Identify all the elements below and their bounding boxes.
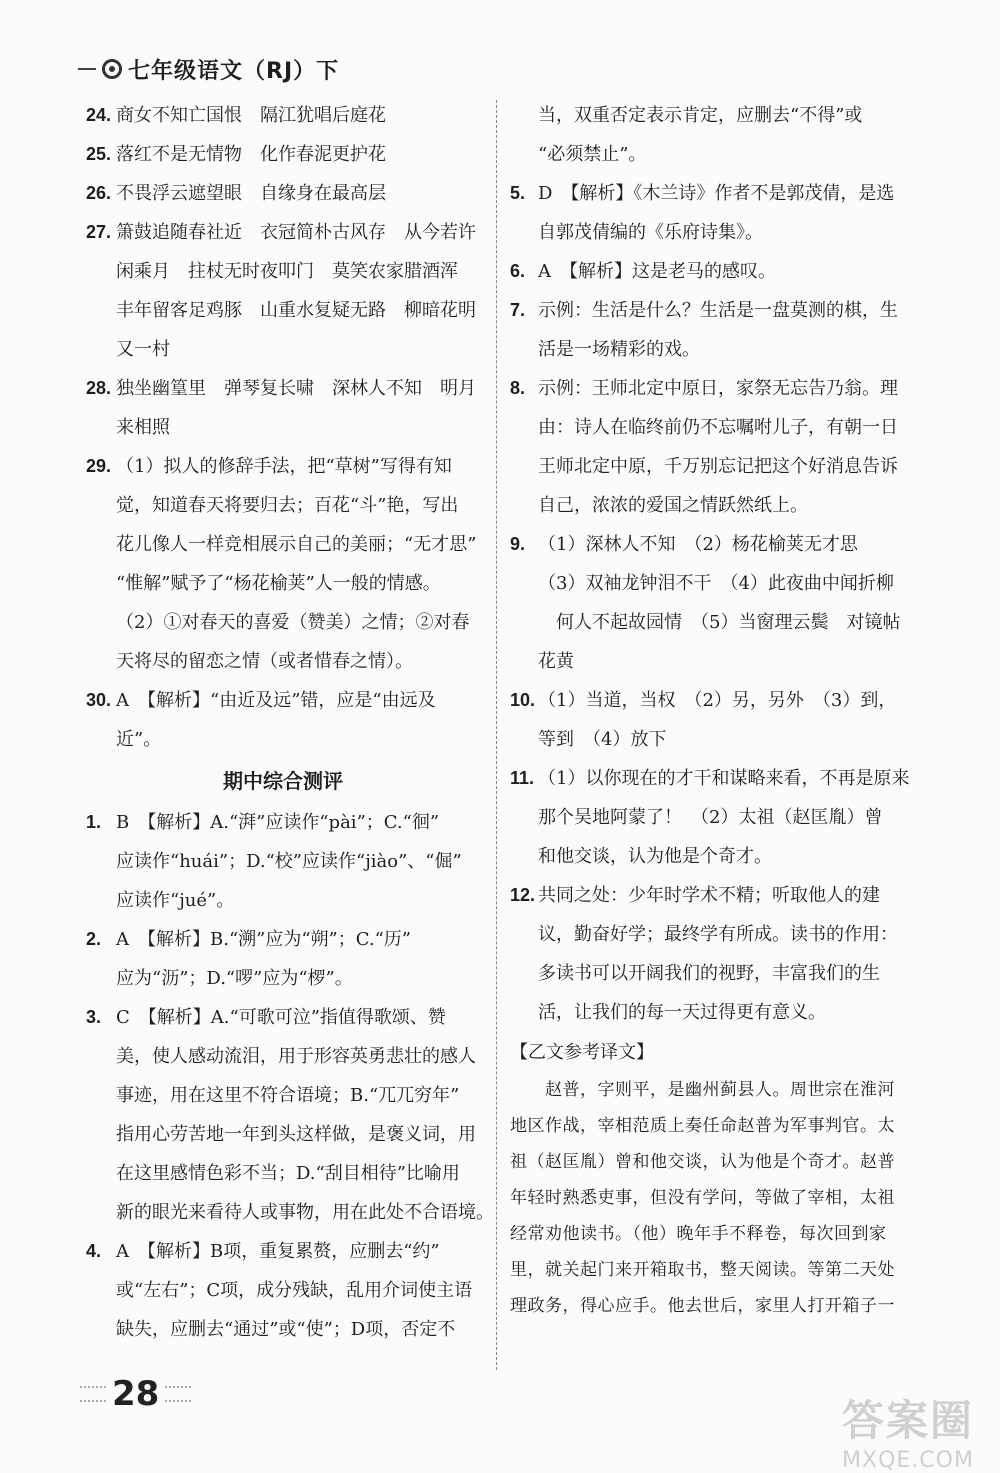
answer-item xyxy=(86,998,494,1232)
answer-text xyxy=(116,803,480,920)
answer-text xyxy=(538,525,910,681)
answer-line: 箫鼓追随春社近 衣冠简朴古风存 从今若许 xyxy=(116,222,476,243)
answer-line: 自郭茂倩编的《乐府诗集》。 xyxy=(538,222,763,243)
answer-number: 4. xyxy=(86,1241,102,1261)
answer-item xyxy=(86,447,480,681)
page-number-block xyxy=(80,1374,191,1414)
answer-line: D 【解析】《木兰诗》作者不是郭茂倩，是选 xyxy=(538,183,895,204)
page-number: 28 xyxy=(112,1374,160,1414)
series-logo-icon xyxy=(102,59,122,79)
header-title: 七年级语文（RJ）下 xyxy=(128,58,340,84)
answer-number: 1. xyxy=(86,812,102,832)
answer-line: 缺失，应删去“通过”或“使”；D项，否定不 xyxy=(116,1319,456,1340)
section-title: 期中综合测评 xyxy=(223,769,343,793)
answer-line: 在这里感情色彩不当；D.“刮目相待”比喻用 xyxy=(116,1163,460,1184)
answer-text xyxy=(538,369,910,525)
answer-number: 11. xyxy=(510,768,535,788)
answer-item xyxy=(510,96,910,174)
answer-item xyxy=(86,96,480,135)
answer-item xyxy=(510,759,910,876)
answer-line: A 【解析】B项，重复累赘，应删去“约” xyxy=(116,1241,440,1262)
translation-line: 赵普，字则平，是幽州蓟县人。周世宗在淮河 xyxy=(510,1080,895,1100)
answer-text xyxy=(538,291,910,369)
answer-number: 2. xyxy=(86,929,102,949)
answer-line: C 【解析】A.“可歌可泣”指值得歌颂、赞 xyxy=(116,1007,446,1028)
answer-text xyxy=(116,998,494,1232)
translation-line: 祖（赵匡胤）曾和他交谈，认为他是个奇才。赵普 xyxy=(510,1152,895,1172)
answer-line: A 【解析】“由近及远”错，应是“由远及 xyxy=(116,690,436,711)
answer-line: （1）深林人不知 （2）杨花榆荚无才思 xyxy=(538,534,858,555)
answer-item xyxy=(510,174,910,252)
answer-text xyxy=(538,96,910,174)
answer-line: 和他交谈，认为他是个奇才。 xyxy=(538,846,772,867)
answer-item xyxy=(86,369,480,447)
answer-text xyxy=(116,369,480,447)
answer-text xyxy=(116,920,480,998)
answer-line: 花黄 xyxy=(538,651,574,672)
answer-line: 闲乘月 拄杖无时夜叩门 莫笑农家腊酒浑 xyxy=(116,261,458,282)
answer-line: 指用心劳苦地一年到头这样做，是褒义词，用 xyxy=(116,1124,476,1145)
answer-line: 落红不是无情物 化作春泥更护花 xyxy=(116,144,386,165)
answer-item xyxy=(510,252,910,291)
answer-number: 29. xyxy=(86,456,112,476)
answer-number: 26. xyxy=(86,183,112,203)
answer-item xyxy=(510,291,910,369)
translation-line: 里，就关起门来开箱取书，整天阅读。等第二天处 xyxy=(510,1260,895,1280)
page-number-ornament xyxy=(165,1386,191,1402)
answer-item xyxy=(510,681,910,759)
answer-line: 活是一场精彩的戏。 xyxy=(538,339,700,360)
answer-line: （1）当道，当权 （2）另，另外 （3）到， xyxy=(538,690,897,711)
answer-line: 由：诗人在临终前仍不忘嘱咐儿子，有朝一日 xyxy=(538,417,898,438)
answer-number: 30. xyxy=(86,690,112,710)
answer-text xyxy=(538,759,910,876)
answer-line: （1）以你现在的才干和谋略来看，不再是原来 xyxy=(538,768,910,789)
answer-line: 王师北定中原，千万别忘记把这个好消息告诉 xyxy=(538,456,898,477)
watermark-url: MXQE.COM xyxy=(842,1448,974,1473)
answer-number: 9. xyxy=(510,534,526,554)
answer-line: 来相照 xyxy=(116,417,170,438)
answer-line: （2）①对春天的喜爱（赞美）之情；②对春 xyxy=(116,612,470,633)
answer-item xyxy=(86,213,480,369)
answer-line: 等到 （4）放下 xyxy=(538,729,667,750)
answer-line: 示例：王师北定中原日，家祭无忘告乃翁。理 xyxy=(538,378,898,399)
answer-item xyxy=(86,681,480,759)
answer-list-midterm xyxy=(86,803,494,1349)
header-dash xyxy=(78,68,96,70)
answer-item xyxy=(510,369,910,525)
page-header xyxy=(78,52,339,86)
answer-text xyxy=(116,681,480,759)
translation-heading: 【乙文参考译文】 xyxy=(510,1042,654,1063)
answer-number: 5. xyxy=(510,183,526,203)
watermark-logo-text: 答案圈 xyxy=(841,1396,974,1445)
answer-number: 8. xyxy=(510,378,526,398)
answer-line: 那个吴地阿蒙了！ （2）太祖（赵匡胤）曾 xyxy=(538,807,883,828)
answer-line: （3）双袖龙钟泪不干 （4）此夜曲中闻折柳 xyxy=(538,573,894,594)
answer-line: 共同之处：少年时学术不精；听取他人的建 xyxy=(538,885,880,906)
left-column xyxy=(86,96,494,1349)
answer-list-continued xyxy=(510,96,910,1032)
watermark xyxy=(842,1388,974,1473)
answer-line: 天将尽的留恋之情（或者惜春之情）。 xyxy=(116,651,413,672)
column-divider xyxy=(496,100,497,1370)
answer-item xyxy=(510,876,910,1032)
answer-list-unit xyxy=(86,96,480,759)
answer-item xyxy=(86,1232,480,1349)
answer-line: 自己，浓浓的爱国之情跃然纸上。 xyxy=(538,495,808,516)
translation-line: 地区作战，宰相范质上奏任命赵普为军事判官。太 xyxy=(510,1116,895,1136)
answer-line: “必须禁止”。 xyxy=(538,144,647,165)
page-number-ornament xyxy=(80,1386,106,1402)
answer-line: 丰年留客足鸡豚 山重水复疑无路 柳暗花明 xyxy=(116,300,476,321)
answer-number: 25. xyxy=(86,144,112,164)
answer-number: 7. xyxy=(510,300,526,320)
answer-line: 应读作“jué”。 xyxy=(116,890,235,911)
answer-number: 3. xyxy=(86,1007,102,1027)
answer-number: 27. xyxy=(86,222,112,242)
answer-item xyxy=(86,803,480,920)
answer-line: （1）拟人的修辞手法，把“草树”写得有知 xyxy=(116,456,452,477)
answer-text xyxy=(538,876,910,1032)
answer-line: 花儿像人一样竞相展示自己的美丽；“无才思” xyxy=(116,534,477,555)
answer-line: 商女不知亡国恨 隔江犹唱后庭花 xyxy=(116,105,386,126)
answer-text xyxy=(538,252,910,291)
answer-line: 议，勤奋好学；最终学有所成。读书的作用： xyxy=(538,924,898,945)
translation-line: 年轻时熟悉吏事，但没有学问，等做了宰相，太祖 xyxy=(510,1188,895,1208)
answer-line: 示例：生活是什么？生活是一盘莫测的棋，生 xyxy=(538,300,898,321)
answer-line: A 【解析】这是老马的感叹。 xyxy=(538,261,776,282)
answer-number: 24. xyxy=(86,105,112,125)
answer-line: 美，使人感动流泪，用于形容英勇悲壮的感人 xyxy=(116,1046,476,1067)
answer-line: 应读作“huái”；D.“校”应读作“jiào”、“倔” xyxy=(116,851,462,872)
answer-line: 新的眼光来看待人或事物，用在此处不合语境。 xyxy=(116,1202,494,1223)
answer-text xyxy=(116,174,480,213)
answer-line: 独坐幽篁里 弹琴复长啸 深林人不知 明月 xyxy=(116,378,476,399)
answer-text xyxy=(538,174,910,252)
answer-line: 活，让我们的每一天过得更有意义。 xyxy=(538,1002,826,1023)
answer-number: 28. xyxy=(86,378,112,398)
translation-body xyxy=(510,1072,910,1324)
answer-line: 何人不起故园情 （5）当窗理云鬓 对镜帖 xyxy=(538,612,901,633)
answer-number: 10. xyxy=(510,690,536,710)
answer-line: A 【解析】B.“溯”应为“朔”；C.“历” xyxy=(116,929,412,950)
answer-line: 觉，知道春天将要归去；百花“斗”艳，写出 xyxy=(116,495,459,516)
translation-line: 理政务，得心应手。他去世后，家里人打开箱子一 xyxy=(510,1296,895,1316)
answer-item xyxy=(86,174,480,213)
answer-line: 事迹，用在这里不符合语境；B.“兀兀穷年” xyxy=(116,1085,460,1106)
answer-number: 6. xyxy=(510,261,526,281)
answer-text xyxy=(538,681,910,759)
answer-text xyxy=(116,447,480,681)
answer-line: 近”。 xyxy=(116,729,162,750)
answer-line: “惟解”赋予了“杨花榆荚”人一般的情感。 xyxy=(116,573,441,594)
answer-line: 当，双重否定表示肯定，应删去“不得”或 xyxy=(538,105,863,126)
answer-number: 12. xyxy=(510,885,536,905)
answer-text xyxy=(116,1232,480,1349)
answer-line: 应为“沥”；D.“啰”应为“椤”。 xyxy=(116,968,353,989)
answer-line: 多读书可以开阔我们的视野，丰富我们的生 xyxy=(538,963,880,984)
answer-text xyxy=(116,135,480,174)
answer-line: 或“左右”；C项，成分残缺，乱用介词使主语 xyxy=(116,1280,473,1301)
right-column xyxy=(510,96,910,1324)
answer-line: 不畏浮云遮望眼 自缘身在最高层 xyxy=(116,183,386,204)
answer-text xyxy=(116,213,480,369)
answer-text xyxy=(116,96,480,135)
answer-line: B 【解析】A.“湃”应读作“pài”；C.“徊” xyxy=(116,812,440,833)
answer-item xyxy=(510,525,910,681)
answer-line: 又一村 xyxy=(116,339,170,360)
answer-item xyxy=(86,135,480,174)
answer-item xyxy=(86,920,480,998)
translation-line: 经常劝他读书。（他）晚年手不释卷，每次回到家 xyxy=(510,1224,887,1244)
